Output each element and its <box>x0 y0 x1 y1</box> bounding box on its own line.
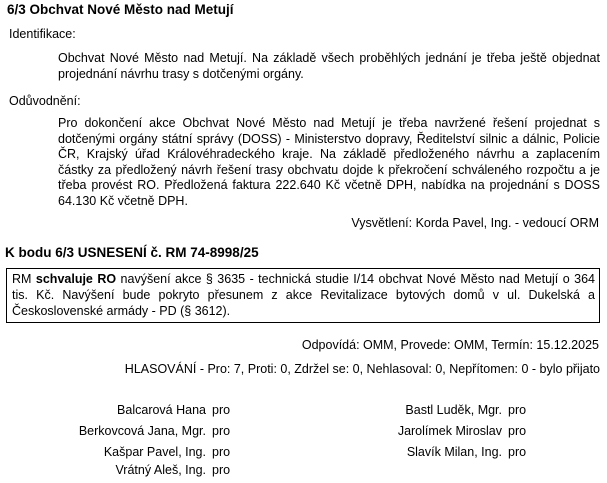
responsibility: Odpovídá: OMM, Provede: OMM, Termín: 15.12.2025 <box>301 338 599 352</box>
voter-row <box>60 424 230 438</box>
voter-row <box>370 445 526 459</box>
identification-paragraph: Obchvat Nové Město nad Metují. Na základě všech proběhlých jednání je třeba ještě objednat projednání návrhu trasy s dotčenými orgány. <box>58 51 600 81</box>
voter-row <box>100 403 230 417</box>
voter-row <box>60 463 230 477</box>
identification-text <box>58 51 600 82</box>
justification-label: Odůvodnění: <box>9 94 81 108</box>
voter-vote: pro <box>508 403 527 417</box>
resolution-heading: K bodu 6/3 USNESENÍ č. RM 74-8998/25 <box>5 245 259 260</box>
voter-row <box>60 445 230 459</box>
section-title: 6/3 Obchvat Nové Město nad Metují <box>7 2 234 17</box>
identification-label: Identifikace: <box>9 27 76 41</box>
justification-text <box>58 116 600 209</box>
voter-vote: pro <box>212 445 231 459</box>
resolution-box <box>6 268 600 323</box>
voter-row <box>370 424 526 438</box>
voter-row <box>370 403 526 417</box>
voter-name: Berkovcová Jana, Mgr. <box>78 424 206 438</box>
voter-vote: pro <box>212 403 231 417</box>
voter-name: Balcarová Hana <box>117 403 206 417</box>
voter-vote: pro <box>508 424 527 438</box>
voter-name: Slavík Milan, Ing. <box>406 445 502 459</box>
resolution-verb: schvaluje RO <box>35 272 117 286</box>
voter-vote: pro <box>212 463 231 477</box>
vote-summary: HLASOVÁNÍ - Pro: 7, Proti: 0, Zdržel se: 0, Nehlasoval: 0, Nepřítomen: 0 - bylo přijato <box>124 362 600 376</box>
voter-vote: pro <box>508 445 527 459</box>
voter-name: Jarolímek Miroslav <box>397 424 502 438</box>
voter-name: Vrátný Aleš, Ing. <box>115 463 206 477</box>
justification-paragraph: Pro dokončení akce Obchvat Nové Město nad Metují je třeba navržené řešení projednat s dotčenými orgány státní správy (DOSS) - Ministerstvo dopravy, Ředitelství silnic a dálnic, Policie ČR, Krajský úřad Královéhradeckého kraje. Na základě předloženého návrhu a zaplacením částky za předložený návrh řešení trasy obchvatu dojde k překročení schváleného rozpočtu a je třeba provést RO. Předložená faktura 222.640 Kč včetně DPH, nabídka na projednání s DOSS 64.130 Kč včetně DPH. <box>58 116 600 208</box>
resolution-prefix: RM <box>12 272 36 286</box>
resolution-text: navýšení akce § 3635 - technická studie I/14 obchvat Nové Město nad Metují o 364 tis. Kč. Navýšení bude pokryto přesunem z akce Revitalizace bytových domů v ul. Dukelská a Československé armády - PD (§ 3612). <box>12 272 595 318</box>
voter-name: Bastl Luděk, Mgr. <box>405 403 502 417</box>
voter-vote: pro <box>212 424 231 438</box>
explained-by: Vysvětlení: Korda Pavel, Ing. - vedoucí ORM <box>351 216 599 230</box>
voter-name: Kašpar Pavel, Ing. <box>103 445 206 459</box>
